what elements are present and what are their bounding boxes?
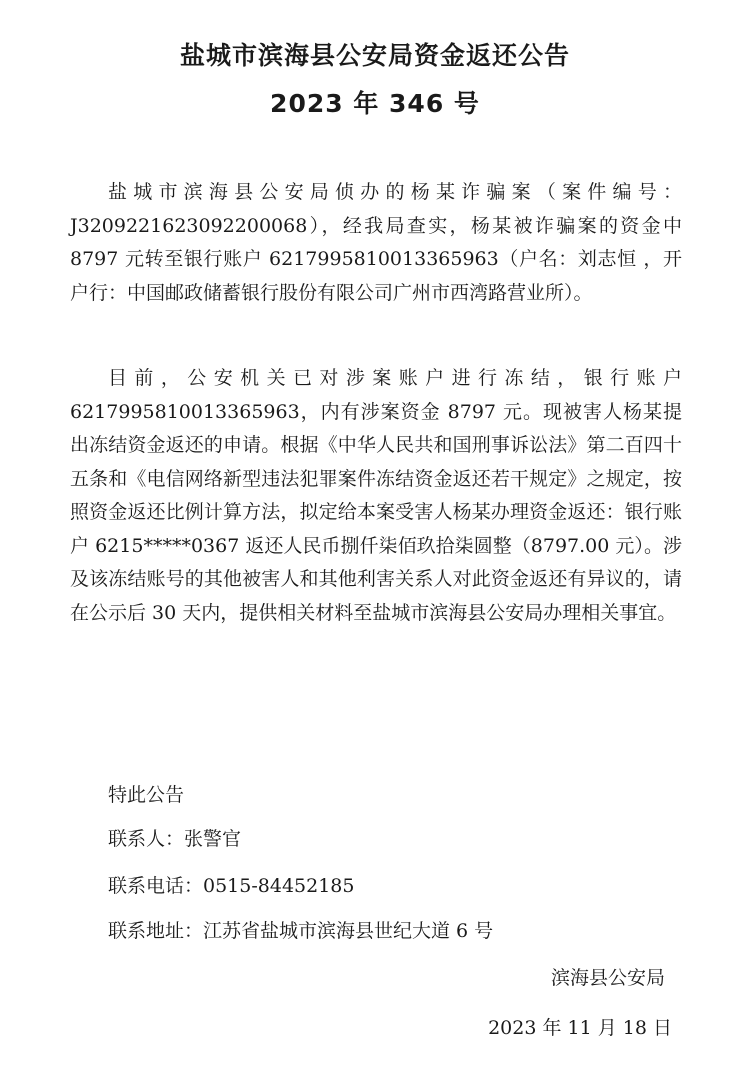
signature-organization: 滨海县公安局	[550, 967, 665, 989]
notice-title: 盐城市滨海县公安局资金返还公告	[179, 41, 570, 70]
signature-date: 2023 年 11 月 18 日	[488, 1017, 672, 1039]
contact-address: 联系地址：江苏省盐城市滨海县世纪大道 6 号	[108, 920, 494, 942]
paragraph-1-text: 盐城市滨海县公安局侦办的杨某诈骗案（案件编号：J3209221623092200068），经我局查实，杨某被诈骗案的资金中 8797 元转至银行账户 6217995810013365963（户名：刘志恒 ，开户行：中国邮政储蓄银行股份有限公司广州市西湾路营业所）。	[70, 181, 682, 304]
paragraph-2-text: 目前，公安机关已对涉案账户进行冻结，银行账户 6217995810013365963，内有涉案资金 8797 元。现被害人杨某提出冻结资金返还的申请。根据《中华人民共和国刑事诉讼法》第二百四十五条和《电信网络新型违法犯罪案件冻结资金返还若干规定》之规定，按照资金返还比例计算方法，拟定给本案受害人杨某办理资金返还：银行账户 6215*****0367 返还人民币捌仟柒佰玖拾柒圆整（8797.00 元）。涉及该冻结账号的其他被害人和其他利害关系人对此资金返还有异议的，请在公示后 30 天内，提供相关材料至盐城市滨海县公安局办理相关事宜。	[70, 367, 682, 624]
paragraph-refund-details	[70, 362, 682, 630]
document-number: 2023 年 346 号	[270, 89, 480, 118]
paragraph-case-details	[70, 176, 682, 310]
contact-person: 联系人：张警官	[108, 828, 242, 850]
contact-phone: 联系电话：0515-84452185	[108, 875, 355, 897]
notice-label: 特此公告	[108, 784, 185, 806]
